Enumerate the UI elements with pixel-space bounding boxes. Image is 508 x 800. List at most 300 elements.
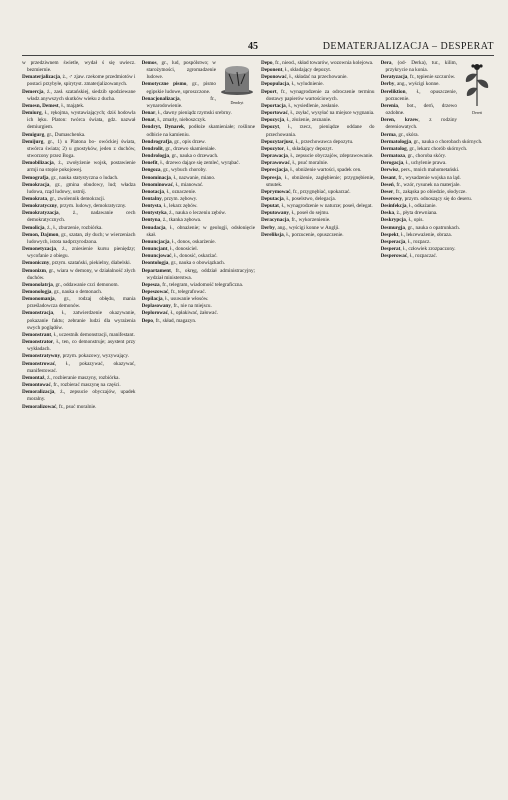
dictionary-entry: Denudacja, ł., obnażenie; w geologji, odsłonięcie skał. <box>141 224 255 238</box>
dictionary-entry: Deplorować, ł., opłakiwać, żałować. <box>141 310 219 317</box>
dictionary-entry: Deponent, ł., składający depozyt. <box>261 67 332 74</box>
entry-definition: ż., tkanka zębowa. <box>162 217 202 224</box>
dictionary-entry: Demesn, Demest, ł., majątek. <box>22 102 85 109</box>
dictionary-entry: Demijurg, gr., 1) u Platona bo- owóckiej świata, stwórca świata; 2) u gnostyków, jeden z duchów, stworzony przez Boga. <box>22 138 136 160</box>
entry-definition: ł., zmarły, nieboszczyk. <box>157 117 207 124</box>
entry-headword: Depopulacja <box>261 81 289 88</box>
entry-headword: Demokratyzacja <box>22 210 59 217</box>
entry-headword: Dendrolit <box>141 145 163 152</box>
entry-headword: Demokrata <box>22 195 48 202</box>
dictionary-entry: Dendrografja, gr., opis drzew. <box>141 138 206 145</box>
entry-headword: Denudacja <box>141 224 166 231</box>
entry-definition: fr., wykorzenienie. <box>291 217 331 224</box>
entry-definition: ł., opłakiwać, żałować. <box>170 310 219 317</box>
entry-headword: Depilacja <box>141 296 163 303</box>
entry-headword: Deputat <box>261 203 279 210</box>
dictionary-entry: Demoniczny, przym. szatański, piekielny, diabelski. <box>22 260 132 267</box>
entry-headword: Demonomanja <box>22 296 55 303</box>
entry-definition: fr., nie na miejscu. <box>173 303 212 310</box>
entry-definition: fr., tępienie szczurów. <box>409 74 456 81</box>
entry-headword: Denar <box>141 110 156 117</box>
entry-headword: Deren, krzew <box>380 117 419 124</box>
entry-headword: Demoralizować <box>22 403 57 410</box>
entry-headword: Derenia <box>380 102 398 109</box>
dictionary-entry: Demonomanja, gr., rodzaj obłędu, mania prześladowcza demonów. <box>22 296 136 310</box>
dictionary-entry: Depilacja, ł., usuwanie włosów. <box>141 296 209 303</box>
entry-headword: Dereliktion <box>380 88 406 95</box>
dictionary-entry: Dentysta, ł., lekarz zębów. <box>141 203 198 210</box>
entry-definition: gr., nauka o chorobach skórnych. <box>413 138 483 145</box>
dictionary-entry: Deport, fr., wynagrodzenie za odroczenie terminu dostawy papierów wartościowych. <box>261 88 375 102</box>
entry-headword: Demolicja <box>22 224 45 231</box>
dictionary-entry: Denefit, ł., drzewo dające się zemleć, wyrąbać. <box>141 160 240 167</box>
entry-definition: ł., składający depozyt. <box>284 67 332 74</box>
entry-definition: gr., 1) u Platona bo- owóckiej świata, stwórca świata; 2) u gnostyków, jeden z duchów, stworzony przez Boga. <box>27 138 136 160</box>
dictionary-entry: Dermatologja, gr., nauka o chorobach skórnych. <box>380 138 483 145</box>
entry-definition: gr., rodzaj obłędu, mania prześladowcza demonów. <box>27 296 136 310</box>
dictionary-entry: Deputat, ł., wynagrodzenie w naturze; poseł, delegat. <box>261 203 373 210</box>
dictionary-entry: Demonstrant, ł., uczestnik demonstracji, manifestant. <box>22 331 135 338</box>
entry-headword: Denat <box>141 117 155 124</box>
entry-headword: Despekt <box>380 231 399 238</box>
entry-definition: ł., uczestnik demonstracji, manifestant. <box>53 331 135 338</box>
entry-definition: ł., donosiciel. <box>170 246 198 253</box>
dictionary-entry: Demokrata, gr., zwolennik demokracji. <box>22 195 106 202</box>
entry-definition: ł., donosić, oskarżać. <box>174 253 218 260</box>
entry-definition: gr., drzewo skamieniałe. <box>165 145 216 152</box>
entry-definition: ł., wysiedlenie, zesłanie. <box>288 102 340 109</box>
entry-headword: Depozytor <box>261 145 285 152</box>
dictionary-entry: Deseń, fr., wzór, rysunek na materjale. <box>380 181 461 188</box>
column-2 <box>142 60 256 790</box>
entry-definition: w przedziwnem świetle, wydał ś się uwiecz. bezmiernie. <box>22 60 136 74</box>
dictionary-entry: Deserowy, przym. odnoszący się do deseru. <box>380 195 473 202</box>
entry-headword: Demontaż <box>22 374 45 381</box>
entry-headword: Denominacja <box>141 174 171 181</box>
entry-headword: Deratyzacja <box>380 74 408 81</box>
entry-headword: Deplasowany <box>141 303 171 310</box>
dictionary-entry: Derby, ang., wyścigi konne w Anglji. <box>261 224 340 231</box>
dictionary-entry: Demon, Dajmon, gr., szatan, zły duch; w wierzeniach ludowych, istota nadprzyrodzona. <box>22 231 136 245</box>
entry-headword: Deprawacja <box>261 153 288 160</box>
entry-headword: Depresja <box>261 174 281 181</box>
dictionary-entry: Deponować, ł., składać na przechowanie. <box>261 74 348 81</box>
entry-definition: gr., gmina obudowy, lud; władza ludowa, rząd ludowy, ustrój. <box>27 181 136 195</box>
entry-definition: gr., choroba skóry. <box>407 153 446 160</box>
dictionary-entry: Dendrologja, gr., nauka o drzewach. <box>141 153 219 160</box>
entry-headword: Demiurg <box>22 110 42 117</box>
dictionary-entry: Derenia, bot., derń, drzewo ozdobne. <box>380 102 457 117</box>
entry-definition: ł., złożenie, zeznanie. <box>286 117 332 124</box>
entry-definition: ż., ♂ zjaw. rzekome przedmiotów i postaci przybyłe, spirytyst. zmaterjalizowanych. <box>27 74 136 88</box>
entry-definition: ż., nadawanie cech demokratycznych. <box>27 210 136 224</box>
dictionary-entry: Deprecjacja, ł., obniżenie wartości, spadek cen. <box>261 167 362 174</box>
entry-headword: Deprymować <box>261 188 291 195</box>
entry-headword: Desperacja <box>380 238 406 245</box>
dictionary-entry: Denuncjacja, ł., donos, oskarżenie. <box>141 238 216 245</box>
dictionary-entry: Depozytarjusz, ł., przechowawca depozytu. <box>261 138 354 145</box>
dictionary-entry: Despekt, ł., lekceważenie, obraza. <box>380 231 452 238</box>
dictionary-entry: Denacjonalizacja, fr., wynarodowienie. <box>141 95 216 109</box>
dictionary-entry: Derwisz, pers., mnich mahometański. <box>380 167 460 174</box>
figure-label-dendryt: Dendryt <box>230 100 244 106</box>
entry-headword: Demonetyzacja <box>22 246 56 253</box>
entry-headword: Demontować <box>22 382 51 389</box>
entry-headword: Dengoza <box>141 167 161 174</box>
entry-definition: fr., zakąska po obiedzie, słodycze. <box>395 188 467 195</box>
entry-headword: Demonstrować <box>22 360 56 367</box>
dictionary-entry: Demoralizować, fr., psuć moralnie. <box>22 403 97 410</box>
entry-headword: Deskrypcja <box>380 217 406 224</box>
entry-definition: ł., lekceważenie, obraza. <box>400 231 452 238</box>
entry-definition: gr., Dumaschenka. <box>46 131 86 138</box>
entry-headword: Dermatoza <box>380 153 405 160</box>
entry-headword: Depo <box>261 60 273 66</box>
running-head: DEMATERJALIZACJA – DESPERAT <box>322 41 494 52</box>
entry-headword: Denotacja <box>141 188 164 195</box>
dictionary-entry: Depo, fr., nieod., skład towarów, wozownia kolejowa. <box>261 60 374 66</box>
deren-plant-icon <box>460 62 494 106</box>
entry-definition: ł., składać na przechowanie. <box>289 74 348 81</box>
entry-definition: ł., obniżenie wartości, spadek cen. <box>290 167 362 174</box>
entry-headword: Derby <box>261 224 275 231</box>
entry-definition: ł., donos, oskarżenie. <box>172 238 216 245</box>
dictionary-entry: Demonetyzacja, ż., zniesienie kursu pieniędzy; wycofanie z obiegu. <box>22 246 136 260</box>
entry-definition: ł., rzecz, pieniądze oddane do przechowania. <box>266 124 375 138</box>
entry-headword: Dendrografja <box>141 138 172 145</box>
entry-headword: Dendrologja <box>141 153 170 160</box>
dictionary-entry: Denuncjant, ł., donosiciel. <box>141 246 198 253</box>
dictionary-entry: Deskrypcja, ł., opis. <box>380 217 424 224</box>
dendryt-illustration-icon <box>219 62 255 96</box>
dictionary-entry: Derby, ang., wyścigi konne. <box>380 81 440 88</box>
entry-definition: przym. odnoszący się do deseru. <box>404 195 473 202</box>
entry-headword: Dendryt, Dynarek <box>141 124 184 131</box>
entry-definition: pers., mnich mahometański. <box>400 167 460 174</box>
entry-headword: Demonstratywny <box>22 353 61 360</box>
dictionary-entry: Denominacja, ł., nazwanie, miano. <box>141 174 216 181</box>
entry-headword: Denuncjacja <box>141 238 170 245</box>
entry-definition: fr., okręg, oddział administracyjny; wydział ministerstwa. <box>146 267 255 281</box>
entry-headword: Deportacja <box>261 102 286 109</box>
dictionary-entry: Demonstrować, ł., pokazywać, okazywać, manifestować. <box>22 360 136 374</box>
dictionary-entry: Demonizm, gr., wiara w demony, w działalność złych duchów. <box>22 267 136 281</box>
entry-definition: fr., przygnębiać, upokarzać. <box>292 188 351 195</box>
entry-headword: Derma <box>380 131 396 138</box>
entry-definition: fr., wynagrodzenie za odroczenie terminu dostawy papierów wartościowych. <box>266 88 375 102</box>
entry-headword: Depozytarjusz <box>261 138 293 145</box>
dictionary-entry: Deputacja, ł., poselstwo, delegacja. <box>261 195 336 202</box>
entry-definition: ł., psuć moralnie. <box>292 160 329 167</box>
entry-headword: Depeszować <box>141 289 169 295</box>
entry-headword: Denefit <box>141 160 158 167</box>
entry-definition: ł., wyludnienie. <box>291 81 324 88</box>
dictionary-entry: Deportować, ł., zsyłać, wysyłać na miejsce wygnania. <box>261 110 375 117</box>
dictionary-entry: Demokratyzacja, ż., nadawanie cech demokratycznych. <box>22 210 136 224</box>
entry-headword: Deponent <box>261 67 283 74</box>
dictionary-entry: Demonstracja, ł., zatwierdzenie okazywanie, pokazanie faktu; zebranie ludzi dla wyrażenia swych poglądów. <box>22 310 136 331</box>
entry-definition: ł., rozpaczać. <box>409 253 438 260</box>
entry-headword: Deontologja <box>141 260 169 267</box>
page-header <box>22 41 494 56</box>
entry-headword: Deprawować <box>261 160 290 167</box>
entry-definition: ł., drzewo dające się zemleć, wyrąbać. <box>160 160 240 167</box>
entry-headword: Denuncjować <box>141 253 172 260</box>
dictionary-entry: Depozytor, ł., składający depozyt. <box>261 145 333 152</box>
entry-headword: Demonstrator <box>22 339 54 346</box>
dictionary-entry: Dengoza, gr., wybuch choroby. <box>141 167 207 174</box>
entry-headword: Demos <box>141 60 157 66</box>
entry-headword: Deport <box>261 88 277 95</box>
dictionary-entry: Derma, gr., skóra. <box>380 131 419 138</box>
entry-definition: gr., lud, pospólstwo; w starożytności, zgromadzenie ludowe. <box>146 60 216 81</box>
dictionary-entry: Dendryt, Dynarek, podłoże skamieniałe; roślinne odbicie na kamieniu. <box>141 124 255 138</box>
entry-headword: Demokratyczny <box>22 203 58 210</box>
entry-definition: ł., opis. <box>408 217 424 224</box>
dictionary-entry: Deska, ż., płyta drewniana. <box>380 210 438 217</box>
dictionary-entry: Departament, fr., okręg, oddział administracyjny; wydział ministerstwa. <box>141 267 255 281</box>
dictionary-entry: Demografja, gr., nauka statystyczna o ludach. <box>22 174 119 181</box>
entry-headword: Dermatolog <box>380 145 407 152</box>
entry-definition: podłoże skamieniałe; roślinne odbicie na kamieniu. <box>146 124 255 138</box>
entry-definition: ang., wyścigi konne. <box>396 81 440 88</box>
dictionary-entry: Demokratyczny, przym. ludowy, demokratyczny. <box>22 203 127 210</box>
dictionary-entry: Denuncjować, ł., donosić, oskarżać. <box>141 253 218 260</box>
entry-definition: fr., wzór, rysunek na materjale. <box>396 181 461 188</box>
entry-definition: ł., pokazywać, okazywać, manifestować. <box>27 360 136 374</box>
entry-headword: Departament <box>141 267 171 274</box>
entry-headword: Derogacja <box>380 160 404 167</box>
entry-headword: Depozyt <box>261 124 280 131</box>
entry-definition: gr., pismo egipskie ludowe, uproszczone. <box>146 81 216 95</box>
entry-headword: Demonizm <box>22 267 46 274</box>
dictionary-entry: Depozyt, ł., rzecz, pieniądze oddane do przechowania. <box>261 124 375 138</box>
entry-definition: ł., nazwanie, miano. <box>173 174 216 181</box>
entry-definition: gr., nauka o drzewach. <box>171 153 219 160</box>
entry-headword: Desant <box>380 174 396 181</box>
entry-headword: Dematerjalizacja <box>22 74 61 81</box>
entry-definition: fr., rozbierać maszynę na części. <box>53 382 121 389</box>
dictionary-entry: Deontologja, gr., nauka o obowiązkach. <box>141 260 226 267</box>
dictionary-entry: Demos, gr., lud, pospólstwo; w starożytności, zgromadzenie ludowe. <box>141 60 216 81</box>
entry-definition: ł., zsyłać, wysyłać na miejsce wygnania. <box>290 110 375 117</box>
entry-definition: przym. pokazowy, wyzywający. <box>62 353 129 360</box>
dictionary-entry: Dermatoza, gr., choroba skóry. <box>380 153 446 160</box>
dictionary-entry: Desperacja, ł., rozpacz. <box>380 238 431 245</box>
dictionary-entry: Deprawować, ł., psuć moralnie. <box>261 160 329 167</box>
entry-headword: Demesn, Demest <box>22 102 59 109</box>
dictionary-entry: Demigurg, gr., Dumaschenka. <box>22 131 86 138</box>
dictionary-entry: Derogacja, ł., uchylenie prawa. <box>380 160 447 167</box>
entry-headword: Depesza <box>141 281 160 288</box>
entry-definition: ł., wynagrodzenie w naturze; poseł, delegat. <box>281 203 373 210</box>
dictionary-entry: Depresja, ł., obniżenie, zagłębienie; przygnębienie, smutek. <box>261 174 375 188</box>
entry-definition: ł., dawny pieniądz rzymski srebrny. <box>157 110 232 117</box>
entry-headword: Demotyczne pismo <box>141 81 187 88</box>
dictionary-entry: Dera, (od- Derka), tur., kilim, przykrycie na konia. <box>380 60 457 74</box>
entry-definition: gr., nauka o demonach. <box>54 289 103 295</box>
entry-definition: ł., zepsucie obyczajów, zdeprawowanie. <box>290 153 374 160</box>
entry-headword: Deracynacja <box>261 217 289 224</box>
entry-definition: fr., wynarodowienie. <box>146 95 216 109</box>
dictionary-entry: Demiurg, ł., rękojma, wystawiających; dziś hodowla ich lęku. Platon: twórca świata, gdz. nazwał demiurgiem. <box>22 110 136 131</box>
entry-headword: Demonolatrja <box>22 281 53 288</box>
entry-definition: ł., poseł do sejmu. <box>291 210 330 217</box>
page-number: 45 <box>248 41 258 52</box>
entry-headword: Demigurg <box>22 131 45 138</box>
entry-definition: przym. szatański, piekielny, diabelski. <box>51 260 132 267</box>
entry-headword: Dentyna <box>141 217 161 224</box>
entry-definition: gr., zwolennik demokracji. <box>49 195 106 202</box>
entry-definition: fr., psuć moralnie. <box>58 403 97 410</box>
dictionary-entry: Depesza, fr., telegram, wiadomość telegraficzna. <box>141 281 244 288</box>
entry-headword: Desinfekcja <box>380 203 407 210</box>
dictionary-entry: Demolicja, ż., ł., zburzenie, rozbiórka. <box>22 224 103 231</box>
entry-headword: Deseń <box>380 181 394 188</box>
dictionary-entry: Dereliksja, ł., porzucenie, opuszczenie. <box>261 231 344 238</box>
entry-definition: ż., zwołyżenie wojsk, postawienie armji na stopie pokojowej. <box>27 160 136 174</box>
entry-definition: fr., skład, magazyn. <box>155 317 197 324</box>
entry-definition: ż., nauka o leczeniu zębów. <box>169 210 227 217</box>
dictionary-entry: Desinfekcja, ł., odkażanie. <box>380 203 437 210</box>
dictionary-entry: Demoralizacja, ż., zepsucie obyczajów, upadek moralny. <box>22 389 136 403</box>
dictionary-entry: Dematerjalizacja, ż., ♂ zjaw. rzekome przedmiotów i postaci przybyłe, spirytyst. zmaterjalizowanych. <box>22 74 136 88</box>
dictionary-entry: Deplasowany, fr., nie na miejscu. <box>141 303 212 310</box>
entry-definition: ż., zepsucie obyczajów, upadek moralny. <box>27 389 136 403</box>
entry-headword: Deprecjacja <box>261 167 288 174</box>
dictionary-entry: Deratyzacja, fr., tępienie szczurów. <box>380 74 456 81</box>
entry-definition: ż., ł., zburzenie, rozbiórka. <box>47 224 103 231</box>
dictionary-entry: Denotacja, ł., oznaczenie. <box>141 188 197 195</box>
entry-headword: Dermatologja <box>380 138 412 145</box>
dictionary-entry: Depeszować, fr., telegrafować. <box>141 289 207 295</box>
dictionary-entry: Deprawacja, ł., zepsucie obyczajów, zdeprawowanie. <box>261 153 374 160</box>
text-columns <box>22 60 494 790</box>
entry-definition: ł., obniżenie, zagłębienie; przygnębienie, smutek. <box>266 174 375 188</box>
dictionary-entry: Dentyna, ż., tkanka zębowa. <box>141 217 202 224</box>
dictionary-entry: Demonolatrja, gr., oddawanie czci demonom. <box>22 281 119 288</box>
dictionary-entry: Demonologja, gr., nauka o demonach. <box>22 289 103 295</box>
dictionary-entry: Demontaż, ż., rozbieranie maszyny, rozbiórka. <box>22 374 120 381</box>
entry-headword: Denominować <box>141 181 173 188</box>
entry-definition: ł., odkażanie. <box>409 203 437 210</box>
entry-headword: Depozycja <box>261 117 285 124</box>
entry-headword: Dentystyka <box>141 210 167 217</box>
dictionary-entry: Desmurgja, gr., nauka o opatrunkach. <box>380 224 461 231</box>
dictionary-entry: Demonstratywny, przym. pokazowy, wyzywający. <box>22 353 129 360</box>
dictionary-entry: Demotyczne pismo, gr., pismo egipskie ludowe, uproszczone. <box>141 81 216 95</box>
entry-definition: ż., zniesienie kursu pieniędzy; wycofanie z obiegu. <box>27 246 136 260</box>
entry-definition: ż., zasł. szatańskiej, siedzib spodziewane władz anywszych skutków wieku z ducha. <box>27 88 136 102</box>
entry-headword: Desperować <box>380 253 408 260</box>
entry-definition: ł., usuwanie włosów. <box>165 296 209 303</box>
entry-definition: fr., telegrafować. <box>170 289 207 295</box>
figure-label-deren: Dereń <box>472 110 482 116</box>
entry-definition: gr., nauka statystyczna o ludach. <box>51 174 119 181</box>
dictionary-entry: Dentalny, przym. zębowy. <box>141 195 198 202</box>
entry-definition: ł., opuszczenie, porzucenie. <box>385 88 457 102</box>
dictionary-entry: Denat, ł., zmarły, nieboszczyk. <box>141 117 207 124</box>
dictionary-entry: Deportacja, ł., wysiedlenie, zesłanie. <box>261 102 340 109</box>
entry-definition: z rodziny dereniowatych. <box>385 117 458 131</box>
dictionary-entry: Deser, fr., zakąska po obiedzie, słodycze. <box>380 188 467 195</box>
dictionary-entry: Depopulacja, ł., wyludnienie. <box>261 81 324 88</box>
dictionary-entry: Demercja, ż., zasł. szatańskiej, siedzib spodziewane władz anywszych skutków wieku z ducha. <box>22 88 136 102</box>
entry-definition: fr., telegram, wiadomość telegraficzna. <box>162 281 244 288</box>
entry-definition: gr., nauka o obowiązkach. <box>170 260 226 267</box>
dictionary-entry: Desant, fr., wysadzenie wojska na ląd. <box>380 174 461 181</box>
entry-headword: Dera <box>380 60 392 66</box>
entry-headword: Demonologja <box>22 289 52 295</box>
entry-headword: Deponować <box>261 74 287 81</box>
entry-definition: ł., poselstwo, delegacja. <box>286 195 336 202</box>
entry-definition: ł., majątek. <box>61 102 85 109</box>
dictionary-entry: Deren, krzew, z rodziny dereniowatych. <box>380 117 458 131</box>
dictionary-entry: Deprymować, fr., przygnębiać, upokarzać. <box>261 188 351 195</box>
entry-headword: Demercja <box>22 88 44 95</box>
entry-headword: Deplorować <box>141 310 168 317</box>
entry-definition: ł., człowiek zrozpaczony. <box>402 246 456 253</box>
entry-definition: gr., nauka o opatrunkach. <box>407 224 461 231</box>
entry-headword: Desperat <box>380 246 401 253</box>
entry-headword: Denuncjant <box>141 246 168 253</box>
entry-headword: Deputowany <box>261 210 289 217</box>
entry-definition: gr., opis drzew. <box>174 138 206 145</box>
entry-headword: Dentalny <box>141 195 162 202</box>
dictionary-entry <box>22 60 136 74</box>
entry-definition: przym. ludowy, demokratyczny. <box>59 203 127 210</box>
entry-definition: ł., obnażenie; w geologji, odsłonięcie skał. <box>146 224 255 238</box>
dictionary-entry: Depozycja, ł., złożenie, zeznanie. <box>261 117 332 124</box>
entry-headword: Demonstracja <box>22 310 54 317</box>
entry-headword: Deser <box>380 188 394 195</box>
entry-headword: Deputacja <box>261 195 284 202</box>
entry-headword: Demon, Dajmon <box>22 231 59 238</box>
entry-definition: ż., płyta drewniana. <box>396 210 438 217</box>
entry-headword: Deportować <box>261 110 288 117</box>
entry-definition: ł., ten, co demonstruje; asystent przy wykładach. <box>27 339 136 353</box>
entry-definition: gr., szatan, zły duch; w wierzeniach ludowych, istota nadprzyrodzona. <box>27 231 136 245</box>
column-3 <box>261 60 375 790</box>
entry-definition: bot., derń, drzewo ozdobne. <box>385 102 457 117</box>
entry-definition: ł., zatwierdzenie okazywanie, pokazanie faktu; zebranie ludzi dla wyrażenia swych poglądów. <box>27 310 136 331</box>
dictionary-entry: Demontować, fr., rozbierać maszynę na części. <box>22 382 121 389</box>
entry-definition: ł., składający depozyt. <box>286 145 333 152</box>
entry-definition: ł., przechowawca depozytu. <box>295 138 354 145</box>
entry-headword: Deska <box>380 210 395 217</box>
entry-definition: gr., wiara w demony, w działalność złych duchów. <box>27 267 136 281</box>
entry-definition: fr., nieod., skład towarów, wozownia kolejowa. <box>275 60 374 66</box>
dictionary-entry: Demokracja, gr., gmina obudowy, lud; władza ludowa, rząd ludowy, ustrój. <box>22 181 136 195</box>
entry-headword: Deserowy <box>380 195 403 202</box>
entry-definition: gr., skóra. <box>398 131 419 138</box>
entry-definition: ang., wyścigi konne w Anglji. <box>277 224 340 231</box>
entry-headword: Demografja <box>22 174 49 181</box>
dictionary-entry: Desperować, ł., rozpaczać. <box>380 253 438 260</box>
column-4 <box>381 60 495 790</box>
entry-headword: Depo <box>141 317 154 324</box>
entry-headword: Dereliksja <box>261 231 284 238</box>
entry-definition: ł., uchylenie prawa. <box>405 160 447 167</box>
entry-headword: Demokracja <box>22 181 50 188</box>
figure-dendryt <box>219 62 255 106</box>
entry-headword: Denacjonalizacja <box>141 95 180 102</box>
dictionary-entry: Depo, fr., skład, magazyn. <box>141 317 197 324</box>
entry-headword: Demobilizacja <box>22 160 54 167</box>
dictionary-entry: Dereliktion, ł., opuszczenie, porzucenie. <box>380 88 457 102</box>
dictionary-entry: Dentystyka, ż., nauka o leczeniu zębów. <box>141 210 227 217</box>
dictionary-entry: Desperat, ł., człowiek zrozpaczony. <box>380 246 456 253</box>
